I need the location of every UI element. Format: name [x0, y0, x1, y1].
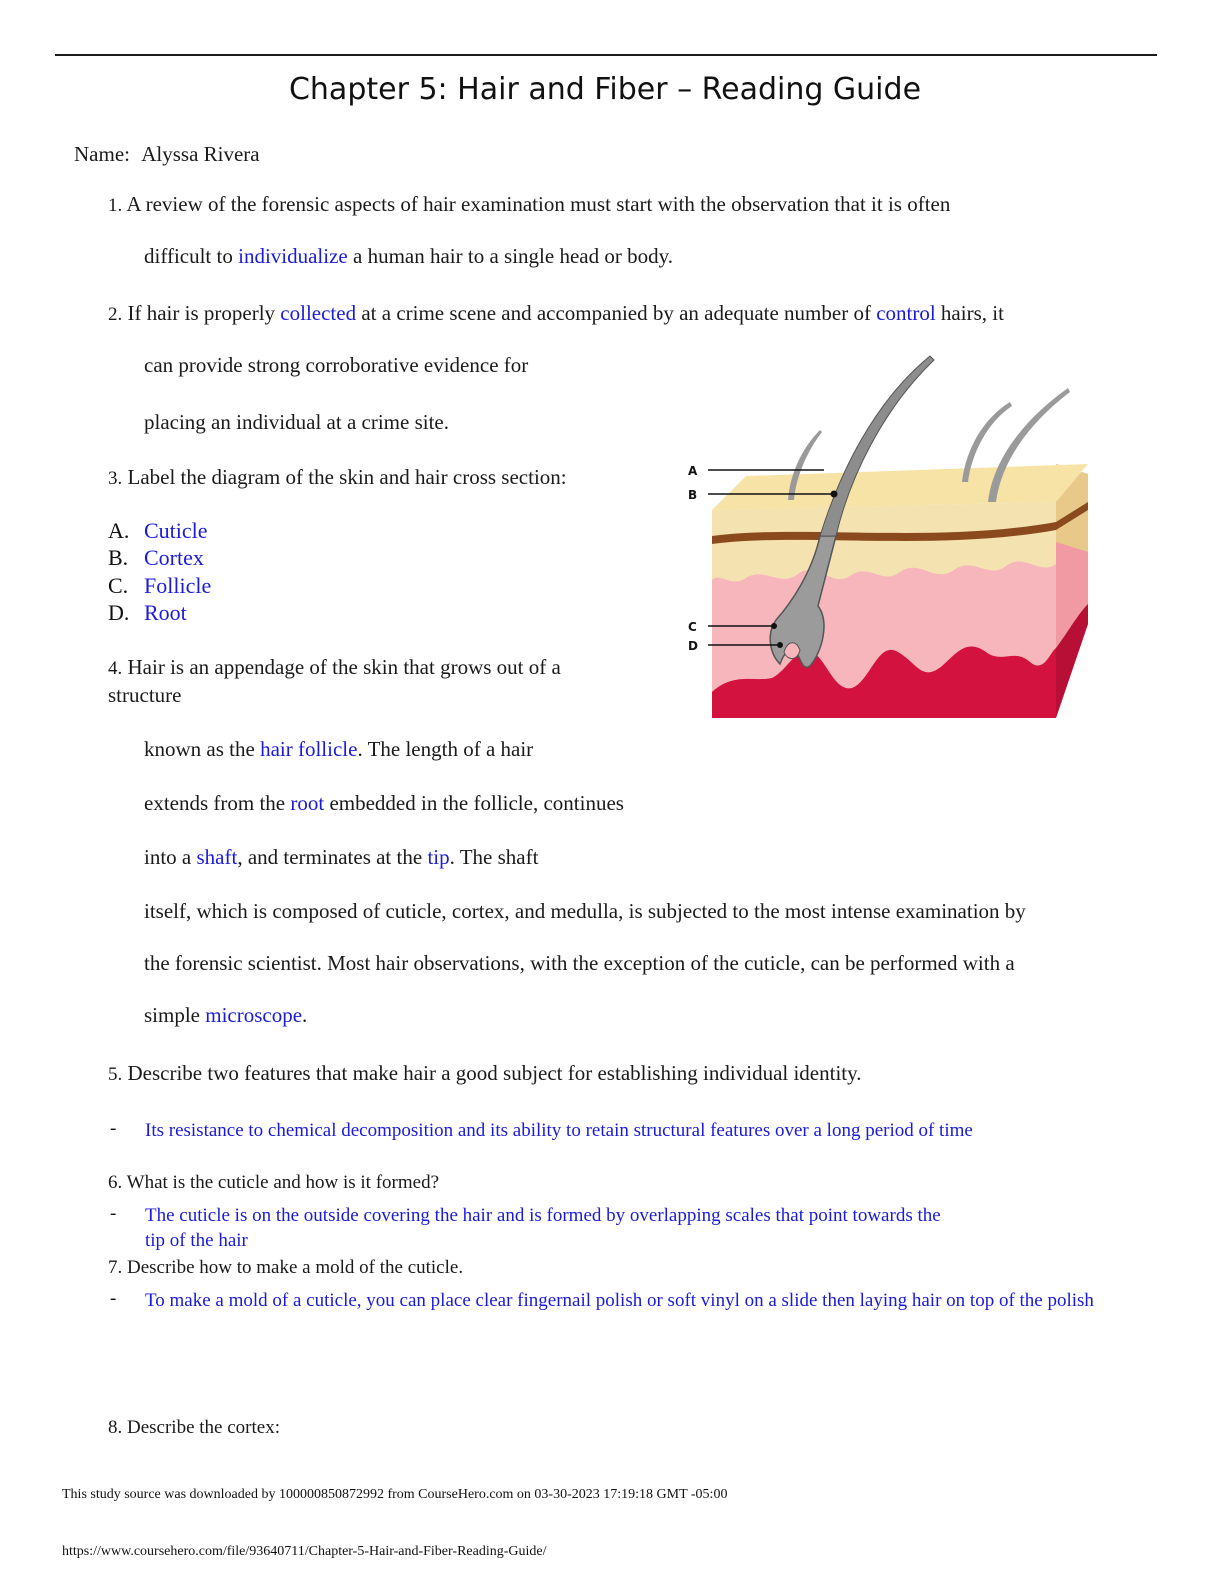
q4-answer-tip: tip: [427, 845, 450, 869]
question-4-line-2: structure: [108, 683, 182, 707]
question-4-number: 4.: [108, 658, 123, 679]
question-4-line-6: itself, which is composed of cuticle, cortex, and medulla, is subjected to the most intense examination by: [144, 899, 1026, 923]
question-2-number: 2.: [108, 304, 123, 325]
q4-l3-pre: known as the: [144, 737, 261, 761]
q4-l8-pre: simple: [144, 1003, 206, 1027]
marker-d: D: [688, 639, 698, 653]
name-line: [74, 142, 260, 167]
question-5-number: 5.: [108, 1064, 123, 1085]
question-6: 6. What is the cuticle and how is it formed?: [108, 1172, 440, 1193]
marker-c: C: [688, 620, 697, 634]
q2-answer-control: control: [876, 301, 936, 325]
q2-answer-collected: collected: [280, 301, 357, 325]
label-a-answer: Cuticle: [144, 518, 208, 543]
label-d-answer: Root: [144, 600, 187, 625]
question-7: 7. Describe how to make a mold of the cuticle.: [108, 1257, 464, 1278]
question-1-line-1: [108, 192, 950, 217]
name-value: Alyssa Rivera: [141, 142, 260, 166]
marker-dot-b: [831, 491, 838, 498]
q4-l5-pre: into a: [144, 845, 197, 869]
footer-source: This study source was downloaded by 100000850872992 from CourseHero.com on 03-30-2023 17:19:18 GMT -05:00: [62, 1487, 728, 1502]
question-8: 8. Describe the cortex:: [108, 1417, 280, 1438]
q1-text-post: a human hair to a single head or body.: [347, 244, 673, 268]
q1-answer-individualize: individualize: [238, 244, 348, 268]
q2-text-a: If hair is properly: [127, 301, 281, 325]
question-4-line-5: [144, 845, 538, 870]
q2-text-b: at a crime scene and accompanied by an adequate number of: [356, 301, 877, 325]
question-4-line-4: [144, 791, 624, 816]
q4-answer-root: root: [290, 791, 325, 815]
question-5: [108, 1061, 862, 1086]
q4-answer-hair-follicle: hair follicle: [260, 737, 358, 761]
question-1-text: A review of the forensic aspects of hair examination must start with the observation that it is often: [126, 192, 951, 216]
answer-7-dash: -: [110, 1288, 117, 1309]
label-a-letter: A.: [108, 518, 130, 543]
q4-l4-post: embedded in the follicle, continues: [324, 791, 624, 815]
q2-text-c: hairs, it: [935, 301, 1004, 325]
q4-l8-post: .: [302, 1003, 308, 1027]
label-c: [108, 573, 211, 599]
marker-b: B: [688, 488, 698, 502]
q4-answer-shaft: shaft: [196, 845, 238, 869]
label-a: [108, 518, 208, 544]
question-2-line-1: [108, 301, 1004, 326]
question-3-text: Label the diagram of the skin and hair cross section:: [127, 465, 567, 489]
question-4-line-1: [108, 655, 561, 680]
question-3: [108, 465, 567, 490]
answer-5-text: Its resistance to chemical decomposition and its ability to retain structural features over a long period of time: [145, 1120, 973, 1141]
question-4-line-3: [144, 737, 533, 762]
q4-l5-post: . The shaft: [449, 845, 539, 869]
marker-dot-c: [771, 623, 777, 629]
q4-l4-pre: extends from the: [144, 791, 291, 815]
question-2-line-2: can provide strong corroborative evidence for: [144, 353, 529, 377]
label-c-answer: Follicle: [144, 573, 212, 598]
label-c-letter: C.: [108, 573, 129, 598]
marker-a: A: [688, 464, 698, 478]
label-d: [108, 600, 187, 626]
page-title: Chapter 5: Hair and Fiber – Reading Guide: [288, 72, 922, 107]
question-2-line-3: placing an individual at a crime site.: [144, 410, 449, 434]
q4-l5-mid: , and terminates at the: [237, 845, 428, 869]
q4-l3-post: . The length of a hair: [357, 737, 534, 761]
answer-5-dash: -: [110, 1118, 117, 1139]
footer-url-link[interactable]: https://www.coursehero.com/file/93640711/Chapter-5-Hair-and-Fiber-Reading-Guide/: [62, 1544, 547, 1559]
skin-hair-cross-section-diagram: [684, 352, 1090, 724]
header-rule: [55, 54, 1157, 56]
question-4-line-7: the forensic scientist. Most hair observations, with the exception of the cuticle, can be performed with a: [144, 951, 1015, 975]
label-d-letter: D.: [108, 600, 130, 625]
q4-answer-microscope: microscope: [205, 1003, 303, 1027]
question-1-line-2: [144, 244, 673, 269]
answer-6-dash: -: [110, 1203, 117, 1224]
question-3-number: 3.: [108, 468, 123, 489]
question-5-text: Describe two features that make hair a good subject for establishing individual identity.: [127, 1061, 862, 1085]
question-4-line-8: [144, 1003, 307, 1028]
q4-text-1: Hair is an appendage of the skin that grows out of a: [127, 655, 561, 679]
name-label: Name:: [74, 142, 130, 166]
label-b-letter: B.: [108, 545, 129, 570]
question-1-number: 1.: [108, 195, 123, 216]
label-b-answer: Cortex: [144, 545, 204, 570]
marker-dot-d: [777, 642, 783, 648]
answer-6-text: The cuticle is on the outside covering the hair and is formed by overlapping scales that point towards the tip of the hair: [145, 1205, 941, 1251]
answer-7-text: To make a mold of a cuticle, you can place clear fingernail polish or soft vinyl on a slide then laying hair on top of the polish: [145, 1290, 1094, 1311]
label-b: [108, 545, 204, 571]
q1-text-pre: difficult to: [144, 244, 239, 268]
